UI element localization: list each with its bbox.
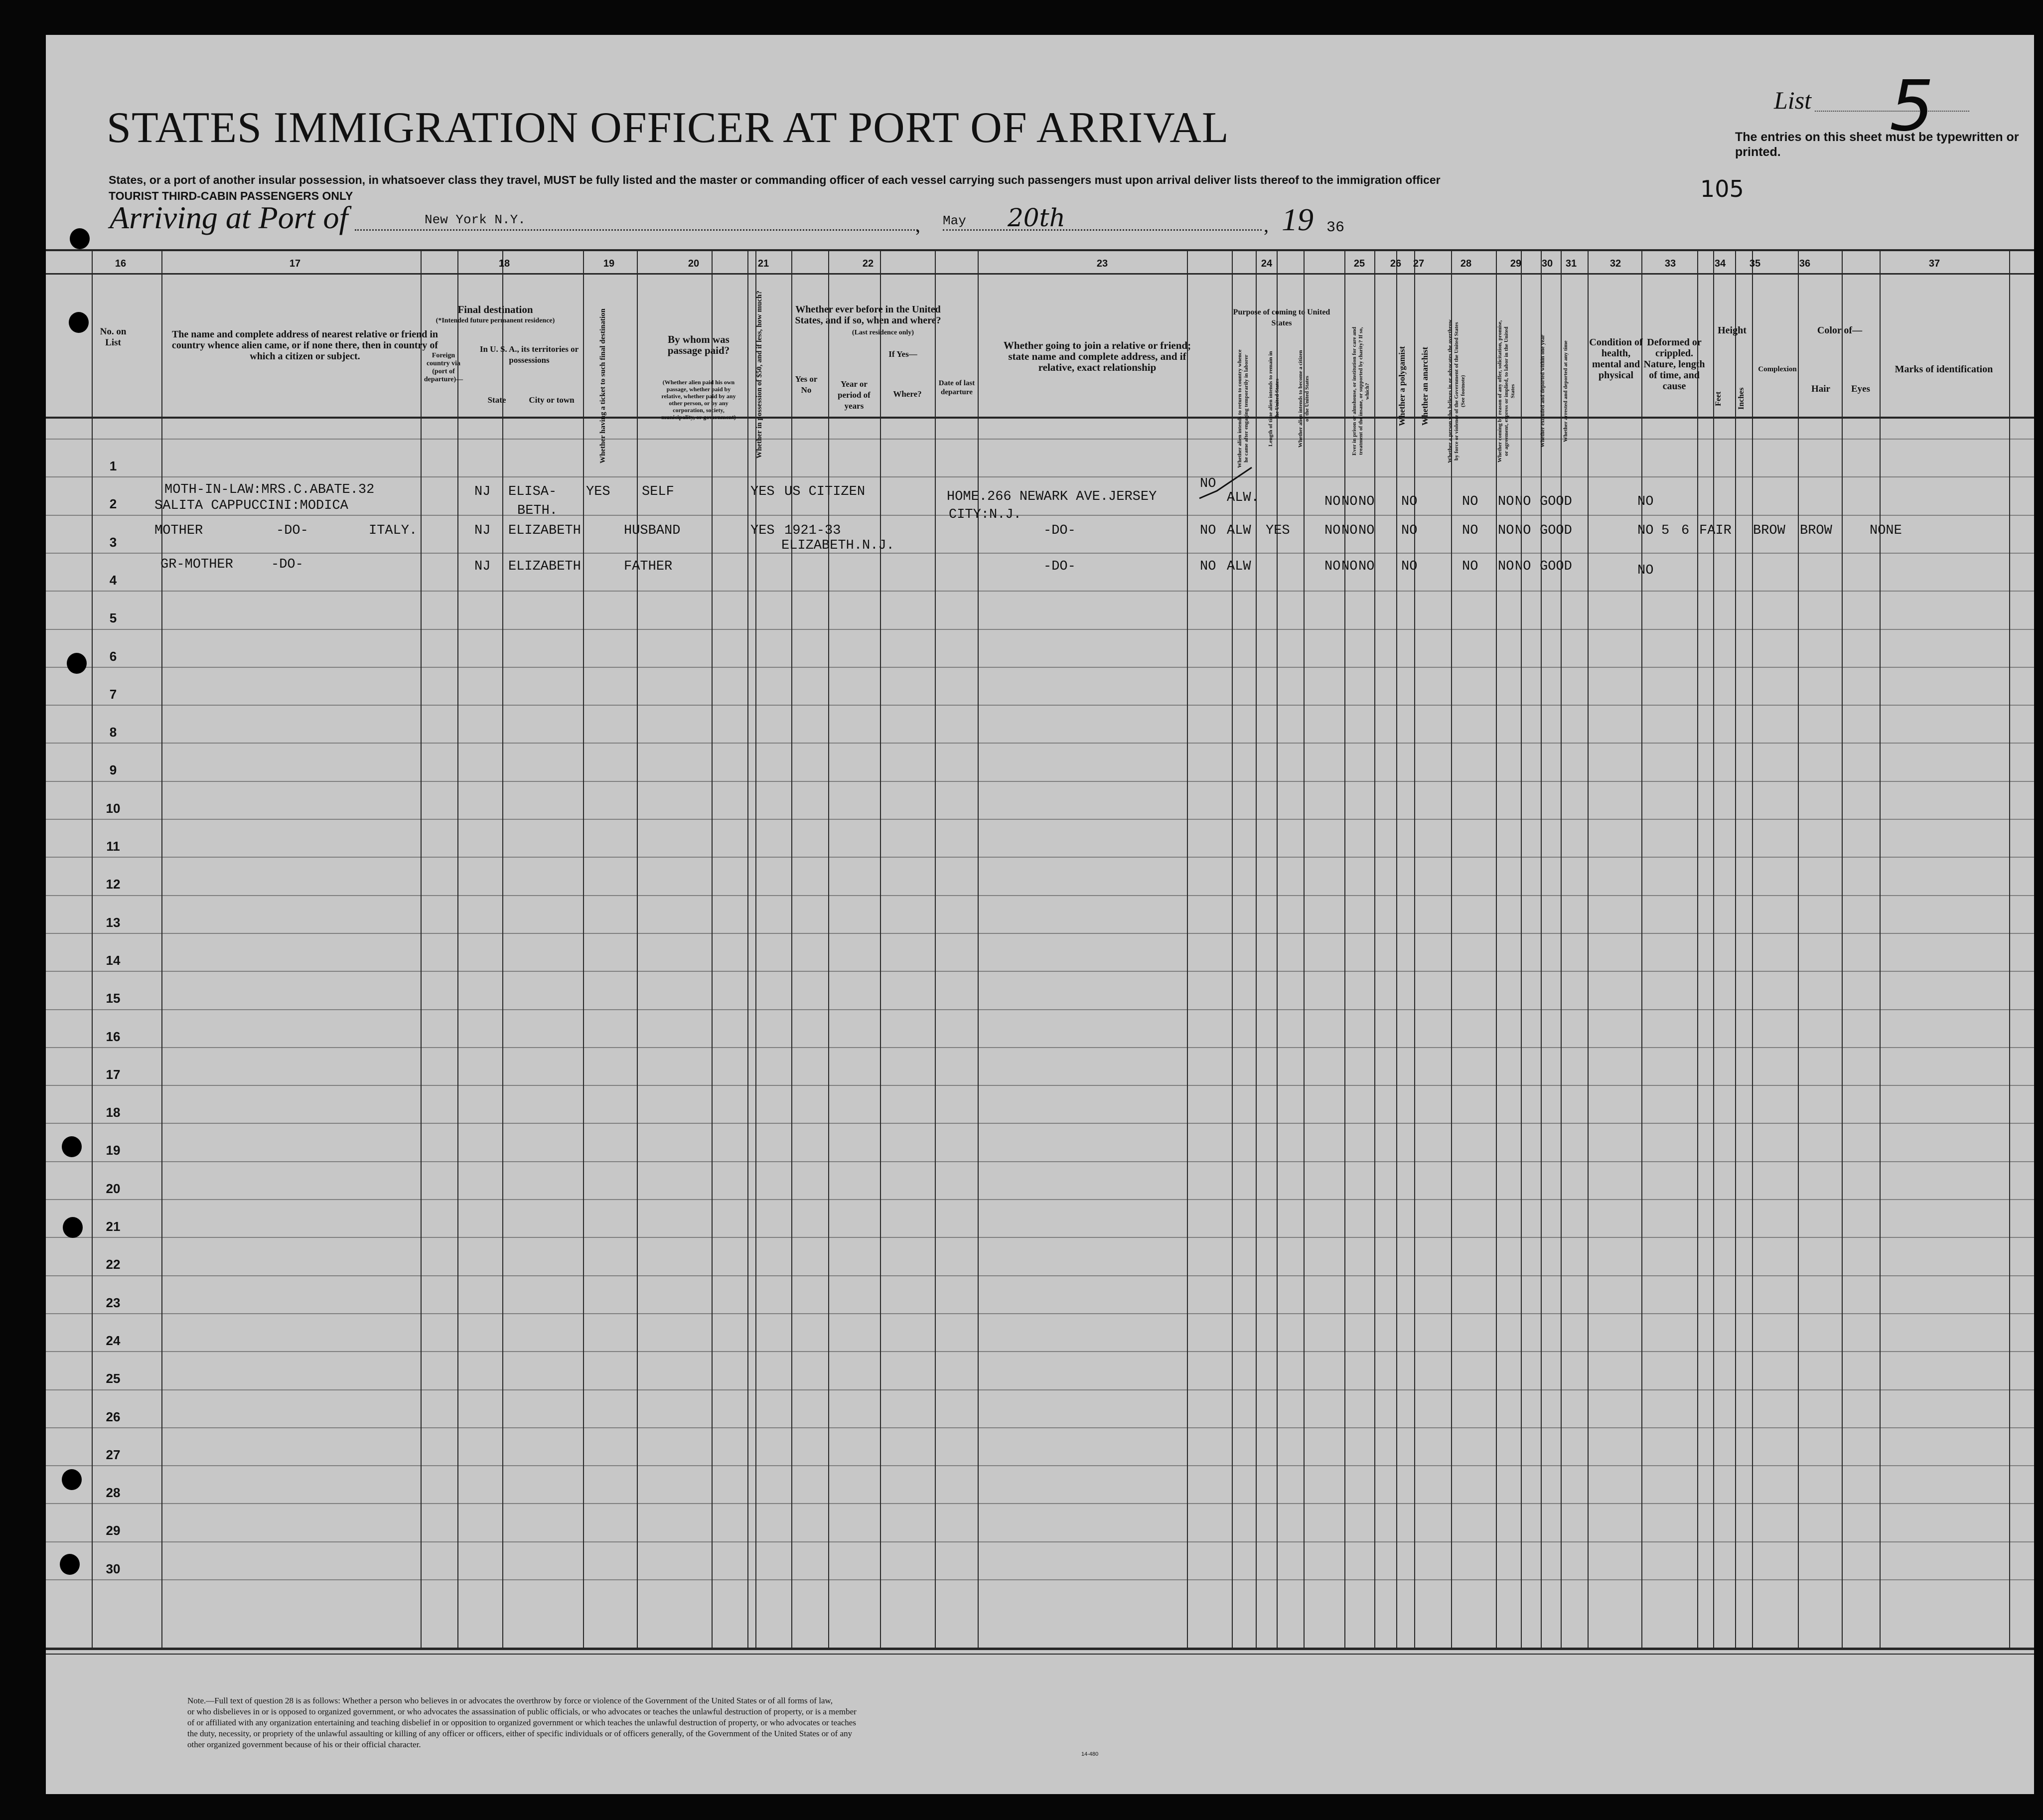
column-line bbox=[1798, 249, 1799, 1650]
colnum-34: 34 bbox=[1714, 258, 1726, 269]
col33-header: Deformed or crippled. Nature, length of time, and cause bbox=[1643, 337, 1705, 392]
colnum-33: 33 bbox=[1664, 258, 1676, 269]
punch-hole bbox=[69, 312, 89, 333]
entries-instruction bbox=[1735, 130, 2029, 159]
column-line bbox=[637, 249, 638, 1650]
entry-r3-q28: NO bbox=[1401, 523, 1418, 538]
port-value: New York N.Y. bbox=[425, 212, 526, 227]
entry-r3-eyes: BROW bbox=[1800, 523, 1832, 538]
column-line bbox=[1842, 249, 1843, 1650]
col22-subheader: (Last residence only) bbox=[852, 329, 914, 336]
row-number: 13 bbox=[106, 915, 121, 930]
footnote bbox=[187, 1695, 857, 1750]
col18-city: City or town bbox=[529, 395, 575, 405]
entry-r4-relation: GR-MOTHER bbox=[160, 557, 233, 572]
entry-r2-q27b: NO bbox=[1358, 494, 1375, 509]
entry-r3-q31: NO bbox=[1515, 523, 1531, 538]
colnum-32: 32 bbox=[1609, 258, 1621, 269]
colnum-30: 30 bbox=[1541, 258, 1553, 269]
col26-header: Whether a polygamist bbox=[1397, 346, 1407, 427]
date-month: May bbox=[943, 213, 966, 228]
col17-header: The name and complete address of nearest relative or friend in country whence alien came, or if none there, then in country of which a citizen or subject. bbox=[171, 329, 438, 362]
column-line bbox=[1880, 249, 1881, 1650]
entry-r3-join: -DO- bbox=[1043, 523, 1076, 538]
col36-eyes: Eyes bbox=[1851, 384, 1870, 394]
col30-header: Whether excluded and deported within one year bbox=[1540, 334, 1546, 448]
port-line bbox=[355, 229, 918, 231]
entry-r3-q29: NO bbox=[1462, 523, 1478, 538]
entry-r2-q29: NO bbox=[1462, 494, 1478, 509]
column-line bbox=[880, 249, 881, 1650]
col22-ifyes: If Yes— bbox=[888, 349, 917, 359]
row-number: 1 bbox=[109, 458, 117, 473]
entry-r3-city: ELIZABETH bbox=[508, 523, 581, 538]
entry-r4-purpose: NO bbox=[1200, 559, 1216, 574]
sheet-number: 105 bbox=[1700, 175, 1744, 202]
col35-header: Complexion bbox=[1758, 365, 1797, 373]
colnum-37: 37 bbox=[1928, 258, 1940, 269]
row-number: 18 bbox=[106, 1105, 121, 1120]
entry-r1-citizen: US CITIZEN bbox=[784, 484, 866, 499]
colnum-23: 23 bbox=[1096, 258, 1108, 269]
column-line bbox=[502, 249, 503, 1650]
entry-r4-q31: NO bbox=[1515, 559, 1531, 574]
col18-usa: In U. S. A., its territories or possessions bbox=[479, 344, 579, 365]
row-number: 26 bbox=[106, 1409, 121, 1424]
column-line bbox=[712, 249, 713, 1650]
col24-sub-b: Length of time alien intends to remain in the United States bbox=[1268, 351, 1280, 447]
row-number: 5 bbox=[109, 610, 117, 625]
col22-year: Year or period of years bbox=[838, 379, 871, 411]
row-number: 17 bbox=[106, 1067, 121, 1082]
entry-r3-q27: NO bbox=[1341, 523, 1358, 538]
entry-r3-q27b: NO bbox=[1358, 523, 1375, 538]
subtitle: States, or a port of another insular possession, in whatsoever class they travel, MUST be fully listed and the master or commanding officer of each vessel carrying such passengers must upon arrival deliver lists thereof to the immigration officer bbox=[109, 173, 1441, 186]
entry-r2-q26: NO bbox=[1324, 494, 1341, 509]
col22-date: Date of last departure bbox=[938, 379, 975, 396]
entry-r3-complexion: FAIR bbox=[1699, 523, 1732, 538]
row-number: 14 bbox=[106, 953, 121, 968]
row-number: 3 bbox=[109, 535, 117, 550]
row-number: 22 bbox=[106, 1257, 121, 1272]
year-prefix: 19 bbox=[1282, 202, 1313, 237]
col19-header: Whether having a ticket to such final destination bbox=[599, 308, 607, 463]
col21-header: Whether in possession of $50, and if less, how much? bbox=[755, 291, 763, 458]
entry-r3-hair: BROW bbox=[1753, 523, 1785, 538]
column-line bbox=[421, 249, 422, 1650]
date-line bbox=[943, 229, 1262, 231]
entry-r4-state: NJ bbox=[474, 559, 491, 574]
entry-r1-ticket: YES bbox=[586, 484, 610, 499]
entry-r3-country: ITALY. bbox=[369, 523, 418, 538]
entry-r3-passage: HUSBAND bbox=[624, 523, 681, 538]
colnum-29: 29 bbox=[1510, 258, 1522, 269]
row-number: 23 bbox=[106, 1295, 121, 1310]
entry-r3-citizen-intent: YES bbox=[1266, 523, 1290, 538]
col24-sub-a: Whether alien intends to return to country whence he came after engaging temporarily in laborer bbox=[1237, 349, 1249, 468]
col27-header: Whether an anarchist bbox=[1420, 346, 1430, 426]
row-number: 11 bbox=[106, 839, 120, 854]
footer-border-2 bbox=[46, 1654, 2034, 1655]
entry-r3-year: 1921-33 bbox=[784, 523, 841, 538]
entry-r4-q27b: NO bbox=[1358, 559, 1375, 574]
row-number: 25 bbox=[106, 1371, 121, 1386]
colnum-36: 36 bbox=[1799, 258, 1811, 269]
entry-r1-join: HOME.266 NEWARK AVE.JERSEY bbox=[947, 489, 1157, 504]
form-code: 14-480 bbox=[1081, 1751, 1099, 1757]
col22-yesno: Yes or No bbox=[795, 374, 818, 395]
punch-hole bbox=[70, 228, 90, 249]
date-comma: , bbox=[1264, 214, 1269, 236]
row-number: 4 bbox=[109, 573, 117, 588]
colnum-31: 31 bbox=[1565, 258, 1577, 269]
entry-r4-q29: NO bbox=[1462, 559, 1478, 574]
row-number: 10 bbox=[106, 801, 121, 816]
entry-r4-length: ALW bbox=[1227, 559, 1251, 574]
footnote-line-4: the duty, necessity, or propriety of the unlawful assaulting or killing of any officer or officers, either of specific individuals or of officers generally, of the Government of the United States or of any bbox=[187, 1729, 853, 1738]
col32-header: Condition of health, mental and physical bbox=[1589, 337, 1643, 381]
row-number: 28 bbox=[106, 1485, 121, 1500]
col23-header: Whether going to join a relative or friend; state name and complete address, and if relative, exact relationship bbox=[1003, 339, 1191, 373]
entry-r3-where: ELIZABETH.N.J. bbox=[781, 538, 894, 553]
entry-r3-feet: 5 bbox=[1661, 523, 1670, 538]
punch-hole bbox=[60, 1554, 80, 1575]
entry-r1-length: ALW. bbox=[1227, 490, 1259, 505]
date-day: 20th bbox=[1008, 203, 1065, 232]
entry-r3-q26: NO bbox=[1324, 523, 1341, 538]
col20-subheader: (Whether alien paid his own passage, whether paid by relative, whether paid by any other person, or by any corporation, society, municipality, or government) bbox=[661, 379, 736, 421]
punch-hole bbox=[67, 653, 87, 674]
row-number: 27 bbox=[106, 1447, 121, 1462]
colnum-17: 17 bbox=[289, 258, 301, 269]
col34-header: Height bbox=[1718, 325, 1747, 336]
entry-r1-before: YES bbox=[750, 484, 775, 499]
entry-r2-city: BETH. bbox=[517, 503, 558, 518]
column-line bbox=[1641, 249, 1642, 1650]
punch-hole bbox=[62, 1136, 82, 1157]
column-line bbox=[1735, 249, 1736, 1650]
row-number: 16 bbox=[106, 1029, 121, 1044]
arriving-label: Arriving at Port of bbox=[110, 200, 348, 235]
colnum-19: 19 bbox=[603, 258, 615, 269]
col25-header: Ever in prison or almshouse, or institution for care and treatment of the insane, or supported by charity? If so, which? bbox=[1351, 326, 1370, 456]
check-mark bbox=[1197, 463, 1257, 503]
row-number: 30 bbox=[106, 1561, 121, 1576]
entry-r3-deformed: NO bbox=[1637, 523, 1654, 538]
entry-r1-city: ELISA- bbox=[508, 484, 557, 499]
column-line bbox=[1396, 249, 1397, 1650]
row-number: 29 bbox=[106, 1523, 121, 1538]
column-line bbox=[1232, 249, 1233, 1650]
entry-r1-relative: MOTH-IN-LAW:MRS.C.ABATE.32 bbox=[164, 482, 375, 497]
column-line bbox=[978, 249, 979, 1650]
column-line bbox=[1414, 249, 1415, 1650]
row-number: 2 bbox=[109, 496, 117, 511]
colnum-28: 28 bbox=[1460, 258, 1472, 269]
entry-r3-length: ALW bbox=[1227, 523, 1251, 538]
entry-r4-health: GOOD bbox=[1540, 559, 1572, 574]
column-line bbox=[791, 249, 792, 1650]
entry-r2-q31: NO bbox=[1515, 494, 1531, 509]
row-number: 8 bbox=[109, 725, 117, 740]
entry-r1-purpose: NO bbox=[1200, 476, 1216, 491]
col18-foreign: Foreign country via (port of departure)— bbox=[424, 352, 463, 383]
entry-r2-q28: NO bbox=[1401, 494, 1418, 509]
entry-r4-passage: FATHER bbox=[624, 559, 673, 574]
entry-r2-health: GOOD bbox=[1540, 494, 1572, 509]
footnote-line-1: Note.—Full text of question 28 is as follows: Whether a person who believes in or advocates the overthrow by force or violence of the Government of the United States or of all forms of law, bbox=[187, 1696, 833, 1705]
col20-header: By whom was passage paid? bbox=[667, 333, 730, 356]
col16-header: No. on List bbox=[100, 326, 127, 348]
column-line bbox=[583, 249, 584, 1650]
column-line bbox=[161, 249, 162, 1650]
col24-sub-c: Whether alien intends to become a citizen of the United States bbox=[1298, 350, 1310, 448]
manifest-sheet bbox=[46, 35, 2034, 1794]
colnum-24: 24 bbox=[1261, 258, 1273, 269]
column-line bbox=[1561, 249, 1562, 1650]
entry-r1-passage: SELF bbox=[642, 484, 674, 499]
column-line bbox=[1344, 249, 1345, 1650]
entry-r2-join: CITY:N.J. bbox=[949, 507, 1022, 522]
column-line bbox=[1752, 249, 1753, 1650]
entries-instruction-text: The entries on this sheet must be typewritten or printed. bbox=[1735, 130, 2019, 159]
row-number: 9 bbox=[109, 762, 117, 777]
row-number: 6 bbox=[109, 649, 117, 664]
col31-header: Whether arrested and deported at any time bbox=[1563, 340, 1569, 442]
entry-r2-q27: NO bbox=[1341, 494, 1358, 509]
entry-r4-q26: NO bbox=[1324, 559, 1341, 574]
entry-r3-before: YES bbox=[750, 523, 775, 538]
entry-r3-q30: NO bbox=[1498, 523, 1514, 538]
row-number: 15 bbox=[106, 991, 121, 1006]
row-number: 20 bbox=[106, 1181, 121, 1196]
entry-r1-state: NJ bbox=[474, 484, 491, 499]
row-number: 12 bbox=[106, 877, 121, 892]
list-label: List bbox=[1774, 86, 1812, 114]
port-comma: , bbox=[915, 214, 920, 236]
colnum-35: 35 bbox=[1749, 258, 1761, 269]
column-line bbox=[457, 249, 458, 1650]
column-line bbox=[1697, 249, 1698, 1650]
entry-r4-ditto: -DO- bbox=[271, 557, 303, 572]
col37-header: Marks of identification bbox=[1895, 364, 1993, 375]
col22-header: Whether ever before in the United States, and if so, when and where? bbox=[795, 304, 941, 326]
colnum-25: 25 bbox=[1353, 258, 1365, 269]
list-number: 5 bbox=[1890, 66, 1934, 147]
entry-r4-city: ELIZABETH bbox=[508, 559, 581, 574]
entry-r4-q28: NO bbox=[1401, 559, 1418, 574]
colnum-18: 18 bbox=[498, 258, 510, 269]
column-line bbox=[828, 249, 829, 1650]
column-line bbox=[747, 249, 748, 1650]
footnote-line-5: other organized government because of his or their official character. bbox=[187, 1740, 421, 1749]
column-line bbox=[2009, 249, 2010, 1650]
entry-r4-q30: NO bbox=[1498, 559, 1514, 574]
page-title: STATES IMMIGRATION OFFICER AT PORT OF ARRIVAL bbox=[107, 104, 1229, 152]
row-number: 24 bbox=[106, 1333, 121, 1348]
footnote-line-2: or who disbelieves in or is opposed to organized government, or who advocates the assassination of public officials, or who advocates or teaches the unlawful destruction of property, or is a member bbox=[187, 1707, 857, 1716]
punch-hole bbox=[63, 1217, 83, 1238]
colnum-21: 21 bbox=[757, 258, 769, 269]
column-line bbox=[1588, 249, 1589, 1650]
colnum-26: 26 bbox=[1390, 258, 1402, 269]
column-line bbox=[935, 249, 936, 1650]
entry-r4-q27: NO bbox=[1341, 559, 1358, 574]
colnum-20: 20 bbox=[688, 258, 700, 269]
col18-state: State bbox=[487, 395, 506, 405]
entry-r2-q30: NO bbox=[1498, 494, 1514, 509]
col28-header: Whether a person who believes in or advocates the overthrow by force or violence of the Government of the United States (See footnote) bbox=[1447, 319, 1466, 463]
entry-r3-state: NJ bbox=[474, 523, 491, 538]
col24-header: Purpose of coming to United States bbox=[1233, 308, 1330, 327]
entry-r3-inches: 6 bbox=[1681, 523, 1690, 538]
col36-hair: Hair bbox=[1811, 384, 1830, 394]
footnote-line-3: of or affiliated with any organization entertaining and teaching disbelief in or opposition to organized government or which teaches the unlawful destruction of property, or who advocates or teaches bbox=[187, 1718, 856, 1727]
entry-r2-relative: SALITA CAPPUCCINI:MODICA bbox=[154, 498, 348, 513]
entry-r3-ditto: -DO- bbox=[276, 523, 308, 538]
entry-r4-join: -DO- bbox=[1043, 559, 1076, 574]
row-number: 21 bbox=[106, 1219, 121, 1234]
entry-r3-purpose: NO bbox=[1200, 523, 1216, 538]
entry-r3-health: GOOD bbox=[1540, 523, 1572, 538]
column-line bbox=[755, 249, 756, 1650]
entry-r3-marks: NONE bbox=[1870, 523, 1902, 538]
column-line bbox=[1304, 249, 1305, 1650]
year-suffix: 36 bbox=[1326, 219, 1345, 236]
col18-subheader: (*Intended future permanent residence) bbox=[436, 317, 555, 324]
row-number: 19 bbox=[106, 1143, 121, 1158]
col34-feet: Feet bbox=[1714, 391, 1723, 406]
entry-r4-deformed: NO bbox=[1637, 563, 1654, 578]
column-line bbox=[1277, 249, 1278, 1650]
col18-header: Final destination bbox=[457, 303, 533, 315]
col36-header: Color of— bbox=[1817, 325, 1863, 336]
entry-r2-deformed: NO bbox=[1637, 494, 1654, 509]
colnum-22: 22 bbox=[862, 258, 874, 269]
row-number: 7 bbox=[109, 687, 117, 702]
colnum-27: 27 bbox=[1413, 258, 1425, 269]
column-line bbox=[1187, 249, 1188, 1650]
class-line: TOURIST THIRD-CABIN PASSENGERS ONLY bbox=[109, 189, 353, 202]
column-line bbox=[92, 249, 93, 1650]
column-line bbox=[1713, 249, 1714, 1650]
col29-header: Whether coming by reason of any offer, solicitation, promise, or agreement, express or implied, to labor in the United States bbox=[1497, 320, 1516, 462]
entry-r3-relation: MOTHER bbox=[154, 523, 203, 538]
col34-inches: Inches bbox=[1737, 387, 1746, 410]
col22-where: Where? bbox=[893, 389, 922, 399]
punch-hole bbox=[62, 1469, 82, 1490]
colnum-16: 16 bbox=[115, 258, 127, 269]
